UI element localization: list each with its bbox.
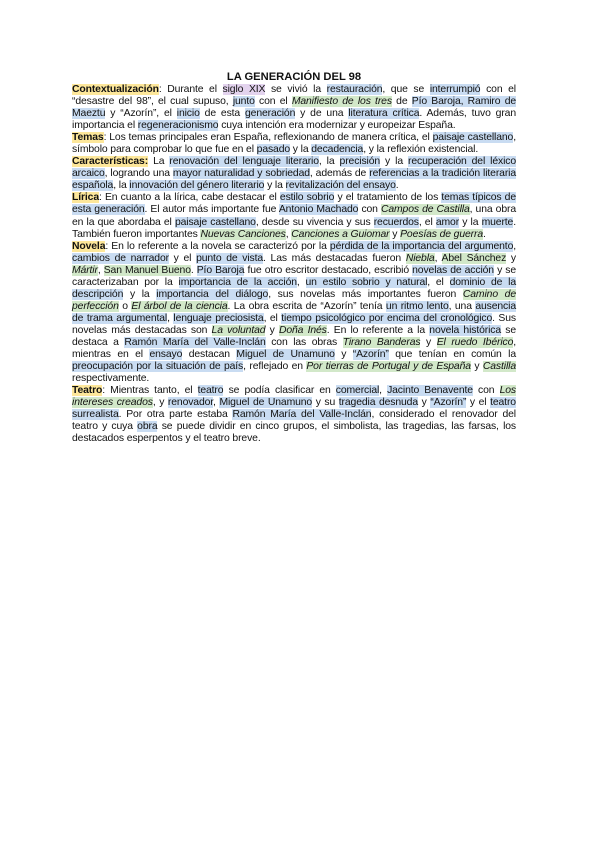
- highlighted-text: preocupación por la situación de país: [72, 361, 244, 373]
- highlighted-text: cambios de narrador: [72, 252, 169, 264]
- body-text: con el: [254, 96, 292, 108]
- body-text: con: [472, 385, 500, 397]
- highlighted-text: renovación del lenguaje literario: [169, 156, 319, 168]
- body-text: , y la reflexión existencial.: [363, 144, 479, 156]
- body-text: se vivió la: [265, 84, 327, 95]
- highlighted-text: un estilo sobrio y natural: [305, 276, 428, 288]
- highlighted-text: pasado: [256, 144, 291, 156]
- body-text: y de una: [295, 108, 349, 120]
- section-label: Teatro: [72, 385, 103, 397]
- body-text: ,: [379, 385, 388, 397]
- highlighted-text: Los intereses creados: [72, 385, 516, 409]
- body-text: . Sus novelas más destacadas son: [72, 312, 516, 336]
- highlighted-text: estilo sobrio: [279, 192, 335, 204]
- highlighted-text: dominio de la descripción: [72, 276, 516, 300]
- body-text: y: [506, 252, 516, 264]
- body-text: y: [265, 324, 279, 336]
- highlighted-text: El árbol de la ciencia: [131, 300, 228, 312]
- body-text: y: [389, 228, 401, 240]
- body-text: La: [148, 156, 170, 168]
- body-text: ,: [285, 228, 292, 240]
- body-text: fue otro escritor destacado, escribió: [244, 264, 413, 276]
- highlighted-text: lenguaje preciosista: [173, 312, 264, 324]
- body-text: , una obra en la que abordaba el: [72, 204, 516, 228]
- body-text: , desde su vivencia y sus: [255, 216, 374, 228]
- body-text: , el: [427, 276, 450, 288]
- highlighted-text: “Azorín”: [352, 349, 389, 361]
- body-text: : En lo referente a la novela se caracterizó por la: [105, 240, 330, 252]
- body-text: se podía clasificar en: [223, 385, 336, 397]
- highlighted-text: referencias a la tradición literaria española: [72, 168, 517, 192]
- highlighted-text: junto: [232, 96, 255, 108]
- body-text: . Por otra parte estaba: [118, 409, 233, 421]
- highlighted-text: Castilla: [482, 361, 516, 373]
- highlighted-text: Tirano Banderas: [342, 336, 421, 348]
- document-body: [72, 84, 516, 445]
- paragraph-caracteristicas: [72, 156, 516, 192]
- body-text: ,: [97, 264, 104, 276]
- highlighted-text: recuperación del léxico arcaico: [72, 156, 516, 180]
- highlighted-text: novela histórica: [429, 324, 502, 336]
- highlighted-text: novelas de acción: [412, 264, 494, 276]
- paragraph-lirica: [72, 192, 516, 240]
- body-text: , el: [263, 312, 282, 324]
- body-text: , logrando una: [104, 168, 173, 180]
- highlighted-text: Ramón María del Valle-Inclán: [124, 336, 266, 348]
- body-text: de: [391, 96, 412, 108]
- highlighted-text: importancia del diálogo: [156, 288, 269, 300]
- highlighted-text: revitalización del ensayo: [285, 180, 396, 192]
- highlighted-text: obra: [137, 421, 158, 433]
- body-text: , y: [152, 397, 168, 409]
- body-text: con: [358, 204, 381, 216]
- highlighted-text: generación: [245, 108, 296, 120]
- highlighted-text: interrumpió: [429, 84, 481, 95]
- body-text: : Durante el: [158, 84, 223, 95]
- highlighted-text: ausencia de trama argumental: [72, 300, 516, 324]
- body-text: o: [118, 300, 132, 312]
- highlighted-text: Pío Baroja, Ramiro de Maeztu: [72, 96, 517, 120]
- highlighted-text: Antonio Machado: [278, 204, 359, 216]
- section-label: Características:: [72, 156, 149, 168]
- document-title: LA GENERACIÓN DEL 98: [226, 71, 362, 83]
- paragraph-teatro: [72, 385, 516, 445]
- body-text: , que se: [382, 84, 430, 95]
- body-text: ,: [296, 276, 306, 288]
- highlighted-text: mayor naturalidad y sobriedad: [172, 168, 310, 180]
- highlighted-text: tragedia desnuda: [338, 397, 418, 409]
- highlighted-text: teatro: [197, 385, 224, 397]
- highlighted-text: teatro surrealista: [72, 397, 516, 421]
- highlighted-text: Doña Inés: [278, 324, 327, 336]
- body-text: que tenían en común la: [388, 349, 517, 361]
- highlighted-text: Miguel de Unamuno: [219, 397, 313, 409]
- highlighted-text: ensayo: [149, 349, 183, 361]
- body-text: , mientras en el: [72, 336, 517, 361]
- body-text: . Además, tuvo gran importancia el: [72, 108, 517, 132]
- body-text: . Las más destacadas fueron: [263, 252, 406, 264]
- highlighted-text: paisaje castellano: [174, 216, 256, 228]
- highlighted-text: pérdida de la importancia del argumento: [329, 240, 514, 252]
- body-text: y se caracterizaban por la: [72, 264, 516, 288]
- body-text: : En cuanto a la lírica, cabe destacar el: [99, 192, 280, 204]
- body-text: . También fueron importantes: [72, 216, 516, 240]
- highlighted-text: Pío Baroja: [196, 264, 245, 276]
- highlighted-text: Niebla: [405, 252, 435, 264]
- highlighted-text: decadencia: [311, 144, 364, 156]
- highlighted-text: muerte: [481, 216, 514, 228]
- body-text: y: [418, 397, 431, 409]
- highlighted-text: renovador: [167, 397, 214, 409]
- body-text: .: [483, 228, 486, 240]
- body-text: cuya intención era modernizar y europeizar España.: [218, 120, 456, 132]
- section-label: Lírica: [72, 192, 100, 204]
- body-text: , además de: [309, 168, 370, 180]
- section-label: Temas: [72, 132, 104, 144]
- highlighted-text: literatura crítica: [348, 108, 420, 120]
- body-text: .: [395, 180, 399, 192]
- highlighted-text: Mártir: [72, 264, 98, 276]
- body-text: : Mientras tanto, el: [102, 385, 198, 397]
- body-text: , símbolo para comprobar lo que fue en el: [72, 132, 517, 156]
- body-text: respectivamente.: [72, 373, 150, 385]
- body-text: . En lo referente a la: [326, 324, 430, 336]
- body-text: con las obras: [265, 336, 343, 348]
- body-text: ,: [167, 312, 174, 324]
- highlighted-text: amor: [435, 216, 460, 228]
- body-text: , considerado el renovador del teatro y cuya: [72, 409, 516, 433]
- body-text: y el tratamiento de los: [334, 192, 442, 204]
- body-text: , una: [448, 300, 476, 312]
- body-text: ,: [434, 252, 442, 264]
- body-text: y la: [264, 180, 286, 192]
- paragraph-temas: [72, 132, 516, 156]
- highlighted-text: comercial: [335, 385, 380, 397]
- body-text: .: [190, 264, 197, 276]
- body-text: , sus novelas más importantes fueron: [268, 288, 463, 300]
- body-text: y el: [168, 252, 197, 264]
- highlighted-text: Jacinto Benavente: [387, 385, 473, 397]
- body-text: . El autor más importante fue: [144, 204, 279, 216]
- highlighted-text: Campos de Castilla: [380, 204, 470, 216]
- highlighted-text: restauración: [326, 84, 383, 95]
- section-label: Contextualización: [72, 84, 159, 95]
- highlighted-text: regeneracionismo: [137, 120, 219, 132]
- body-text: , el: [418, 216, 436, 228]
- highlighted-text: Miguel de Unamuno: [236, 349, 335, 361]
- body-text: y la: [380, 156, 408, 168]
- body-text: y la: [459, 216, 482, 228]
- highlighted-text: La voluntad: [211, 324, 266, 336]
- highlighted-text: Nuevas Canciones: [200, 228, 286, 240]
- body-text: se puede dividir en cinco grupos, el simbolista, las tragedias, las farsas, los destacados esperpentos y el teatro breve.: [72, 421, 516, 445]
- highlighted-text: Manifiesto de los tres: [291, 96, 392, 108]
- highlighted-text: importancia de la acción: [178, 276, 297, 288]
- highlighted-text: Abel Sánchez: [441, 252, 507, 264]
- body-text: y “Azorín”, el: [105, 108, 177, 120]
- highlighted-text: un ritmo lento: [385, 300, 449, 312]
- body-text: , reflejado en: [243, 361, 307, 373]
- body-text: ,: [513, 240, 517, 252]
- body-text: y la: [123, 288, 157, 300]
- highlighted-text: Camino de perfección: [72, 288, 516, 312]
- body-text: , la: [318, 156, 340, 168]
- body-text: y: [470, 361, 483, 373]
- paragraph-novela: [72, 241, 516, 386]
- highlighted-text: temas típicos de esta generación: [72, 192, 516, 216]
- body-text: destacan: [182, 349, 237, 361]
- body-text: y el: [466, 397, 491, 409]
- highlighted-text: siglo XIX: [222, 84, 266, 95]
- body-text: ,: [213, 397, 220, 409]
- body-text: : Los temas principales eran España, reflexionando de manera crítica, el: [103, 132, 433, 144]
- highlighted-text: Por tierras de Portugal y de España: [306, 361, 471, 373]
- body-text: se destaca a: [72, 324, 517, 348]
- body-text: con el “desastre del 98”, el cual supuso,: [72, 84, 516, 108]
- highlighted-text: El ruedo Ibérico: [436, 336, 514, 348]
- body-text: y la: [290, 144, 312, 156]
- section-label: Novela: [72, 240, 106, 252]
- body-text: y: [334, 349, 353, 361]
- paragraph-contextualizacion: [72, 84, 516, 132]
- body-text: de esta: [199, 108, 246, 120]
- highlighted-text: paisaje castellano: [432, 132, 514, 144]
- highlighted-text: San Manuel Bueno: [103, 264, 191, 276]
- body-text: y: [420, 336, 437, 348]
- body-text: y su: [312, 397, 339, 409]
- highlighted-text: Ramón María del Valle-Inclán: [232, 409, 372, 421]
- body-text: , la: [113, 180, 130, 192]
- body-text: . La obra escrita de “Azorín” tenía: [227, 300, 386, 312]
- highlighted-text: Poesías de guerra: [400, 228, 483, 240]
- highlighted-text: innovación del género literario: [129, 180, 265, 192]
- highlighted-text: tiempo psicológico por encima del cronológico: [281, 312, 493, 324]
- highlighted-text: “Azorín”: [430, 397, 467, 409]
- highlighted-text: punto de vista: [196, 252, 264, 264]
- highlighted-text: Canciones a Guiomar: [291, 228, 390, 240]
- highlighted-text: precisión: [339, 156, 381, 168]
- highlighted-text: recuerdos: [373, 216, 419, 228]
- highlighted-text: inicio: [176, 108, 200, 120]
